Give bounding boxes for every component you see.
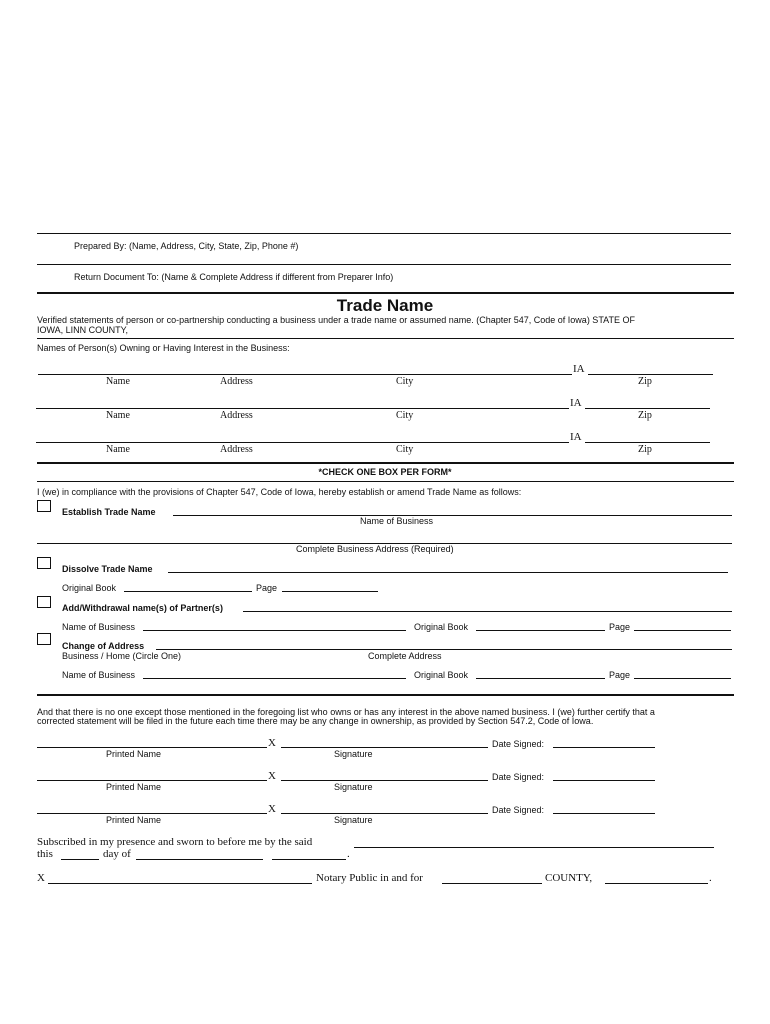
date-signed-label: Date Signed: xyxy=(492,805,545,815)
owner-name-address-city-line[interactable] xyxy=(36,408,569,409)
subscribed-text: Subscribed in my presence and sworn to before me by the said xyxy=(37,836,313,848)
dissolve-checkbox[interactable] xyxy=(37,557,51,569)
page-input[interactable] xyxy=(282,591,378,592)
signature-input[interactable] xyxy=(281,780,488,781)
divider xyxy=(37,462,734,464)
city-caption: City xyxy=(396,376,414,387)
printed-name-input[interactable] xyxy=(37,780,267,781)
page-input[interactable] xyxy=(634,678,731,679)
notary-public-text: Notary Public in and for xyxy=(316,872,423,884)
prepared-by-caption: Prepared By: (Name, Address, City, State, Zip, Phone #) xyxy=(74,241,299,251)
divider xyxy=(37,338,734,339)
return-to-caption: Return Document To: (Name & Complete Address if different from Preparer Info) xyxy=(74,272,394,282)
signature-caption: Signature xyxy=(334,782,373,792)
partners-label: Add/Withdrawal name(s) of Partner(s) xyxy=(62,603,223,613)
page-title: Trade Name xyxy=(336,296,434,315)
name-caption: Name xyxy=(106,444,130,455)
dissolve-label: Dissolve Trade Name xyxy=(62,564,153,574)
complete-address-caption: Complete Address xyxy=(368,651,442,661)
owner-name-address-city-line[interactable] xyxy=(36,442,569,443)
printed-name-caption: Printed Name xyxy=(106,749,162,759)
subscribed-name-input[interactable] xyxy=(354,847,714,848)
divider xyxy=(37,292,734,294)
address-caption: Address xyxy=(220,410,253,421)
state-label: IA xyxy=(570,397,582,409)
printed-name-caption: Printed Name xyxy=(106,782,162,792)
name-caption: Name xyxy=(106,376,130,387)
date-signed-label: Date Signed: xyxy=(492,772,545,782)
signature-input[interactable] xyxy=(281,747,488,748)
month-input[interactable] xyxy=(136,859,263,860)
check-one-notice: *CHECK ONE BOX PER FORM* xyxy=(318,467,452,477)
zip-caption: Zip xyxy=(638,444,652,455)
this-text: this xyxy=(37,848,53,860)
date-signed-input[interactable] xyxy=(553,747,655,748)
day-of-text: day of xyxy=(103,848,131,860)
name-of-business-input[interactable] xyxy=(143,678,406,679)
change-address-checkbox[interactable] xyxy=(37,633,51,645)
end-period-text: . xyxy=(709,872,712,884)
signature-caption: Signature xyxy=(334,815,373,825)
printed-name-caption: Printed Name xyxy=(106,815,162,825)
intro-text-line1: Verified statements of person or co-partnership conducting a business under a trade name or assumed name. (Chapter 547, Code of Iowa) STATE OF xyxy=(37,315,635,325)
partners-input[interactable] xyxy=(243,611,732,612)
dissolve-name-input[interactable] xyxy=(168,572,728,573)
establish-label: Establish Trade Name xyxy=(62,507,156,517)
name-of-business-input[interactable] xyxy=(143,630,406,631)
page-label: Page xyxy=(609,622,631,632)
return-to-line[interactable] xyxy=(37,264,731,265)
notary-x-mark: X xyxy=(37,872,45,884)
period-text: . xyxy=(347,848,350,860)
date-signed-label: Date Signed: xyxy=(492,739,545,749)
owners-label: Names of Person(s) Owning or Having Interest in the Business: xyxy=(37,343,290,353)
business-address-caption: Complete Business Address (Required) xyxy=(296,544,454,554)
compliance-statement: I (we) in compliance with the provisions of Chapter 547, Code of Iowa, hereby establish or amend Trade Name as follows: xyxy=(37,487,522,497)
establish-checkbox[interactable] xyxy=(37,500,51,512)
name-of-business-label: Name of Business xyxy=(62,622,136,632)
original-book-input[interactable] xyxy=(476,678,605,679)
original-book-label: Original Book xyxy=(414,670,469,680)
change-address-input[interactable] xyxy=(156,649,732,650)
zip-caption: Zip xyxy=(638,376,652,387)
zip-caption: Zip xyxy=(638,410,652,421)
prepared-by-line[interactable] xyxy=(37,233,731,234)
signature-caption: Signature xyxy=(334,749,373,759)
printed-name-input[interactable] xyxy=(37,813,267,814)
date-signed-input[interactable] xyxy=(553,780,655,781)
notary-signature-input[interactable] xyxy=(48,883,312,884)
business-name-caption: Name of Business xyxy=(360,516,434,526)
certification-line2: corrected statement will be filed in the future each time there may be any change in ownership, as provided by Section 547.2, Code of Iowa. xyxy=(37,716,594,726)
partners-checkbox[interactable] xyxy=(37,596,51,608)
address-caption: Address xyxy=(220,444,253,455)
change-address-label: Change of Address xyxy=(62,641,145,651)
state-label: IA xyxy=(570,431,582,443)
city-caption: City xyxy=(396,410,414,421)
original-book-label: Original Book xyxy=(62,583,117,593)
intro-text-line2: IOWA, LINN COUNTY, xyxy=(37,325,129,335)
divider xyxy=(37,481,734,482)
county-text: COUNTY, xyxy=(545,872,593,884)
original-book-label: Original Book xyxy=(414,622,469,632)
day-input[interactable] xyxy=(61,859,99,860)
owner-name-address-city-line[interactable] xyxy=(38,374,572,375)
address-caption: Address xyxy=(220,376,253,387)
certification-line1: And that there is no one except those mentioned in the foregoing list who owns or has any interest in the above named business. I (we) further certify that a xyxy=(37,707,655,717)
notary-state-input[interactable] xyxy=(442,883,542,884)
county-input[interactable] xyxy=(605,883,708,884)
name-caption: Name xyxy=(106,410,130,421)
business-name-input[interactable] xyxy=(173,515,732,516)
page-label: Page xyxy=(256,583,278,593)
printed-name-input[interactable] xyxy=(37,747,267,748)
year-input[interactable] xyxy=(272,859,346,860)
zip-line[interactable] xyxy=(585,442,710,443)
date-signed-input[interactable] xyxy=(553,813,655,814)
zip-line[interactable] xyxy=(588,374,713,375)
signature-x-mark: X xyxy=(268,737,276,749)
divider xyxy=(37,694,734,696)
name-of-business-label: Name of Business xyxy=(62,670,136,680)
state-label: IA xyxy=(573,363,585,375)
city-caption: City xyxy=(396,444,414,455)
signature-x-mark: X xyxy=(268,803,276,815)
original-book-input[interactable] xyxy=(124,591,252,592)
zip-line[interactable] xyxy=(585,408,710,409)
original-book-input[interactable] xyxy=(476,630,605,631)
signature-input[interactable] xyxy=(281,813,488,814)
business-home-caption: Business / Home (Circle One) xyxy=(62,651,182,661)
signature-x-mark: X xyxy=(268,770,276,782)
page-input[interactable] xyxy=(634,630,731,631)
page-label: Page xyxy=(609,670,631,680)
